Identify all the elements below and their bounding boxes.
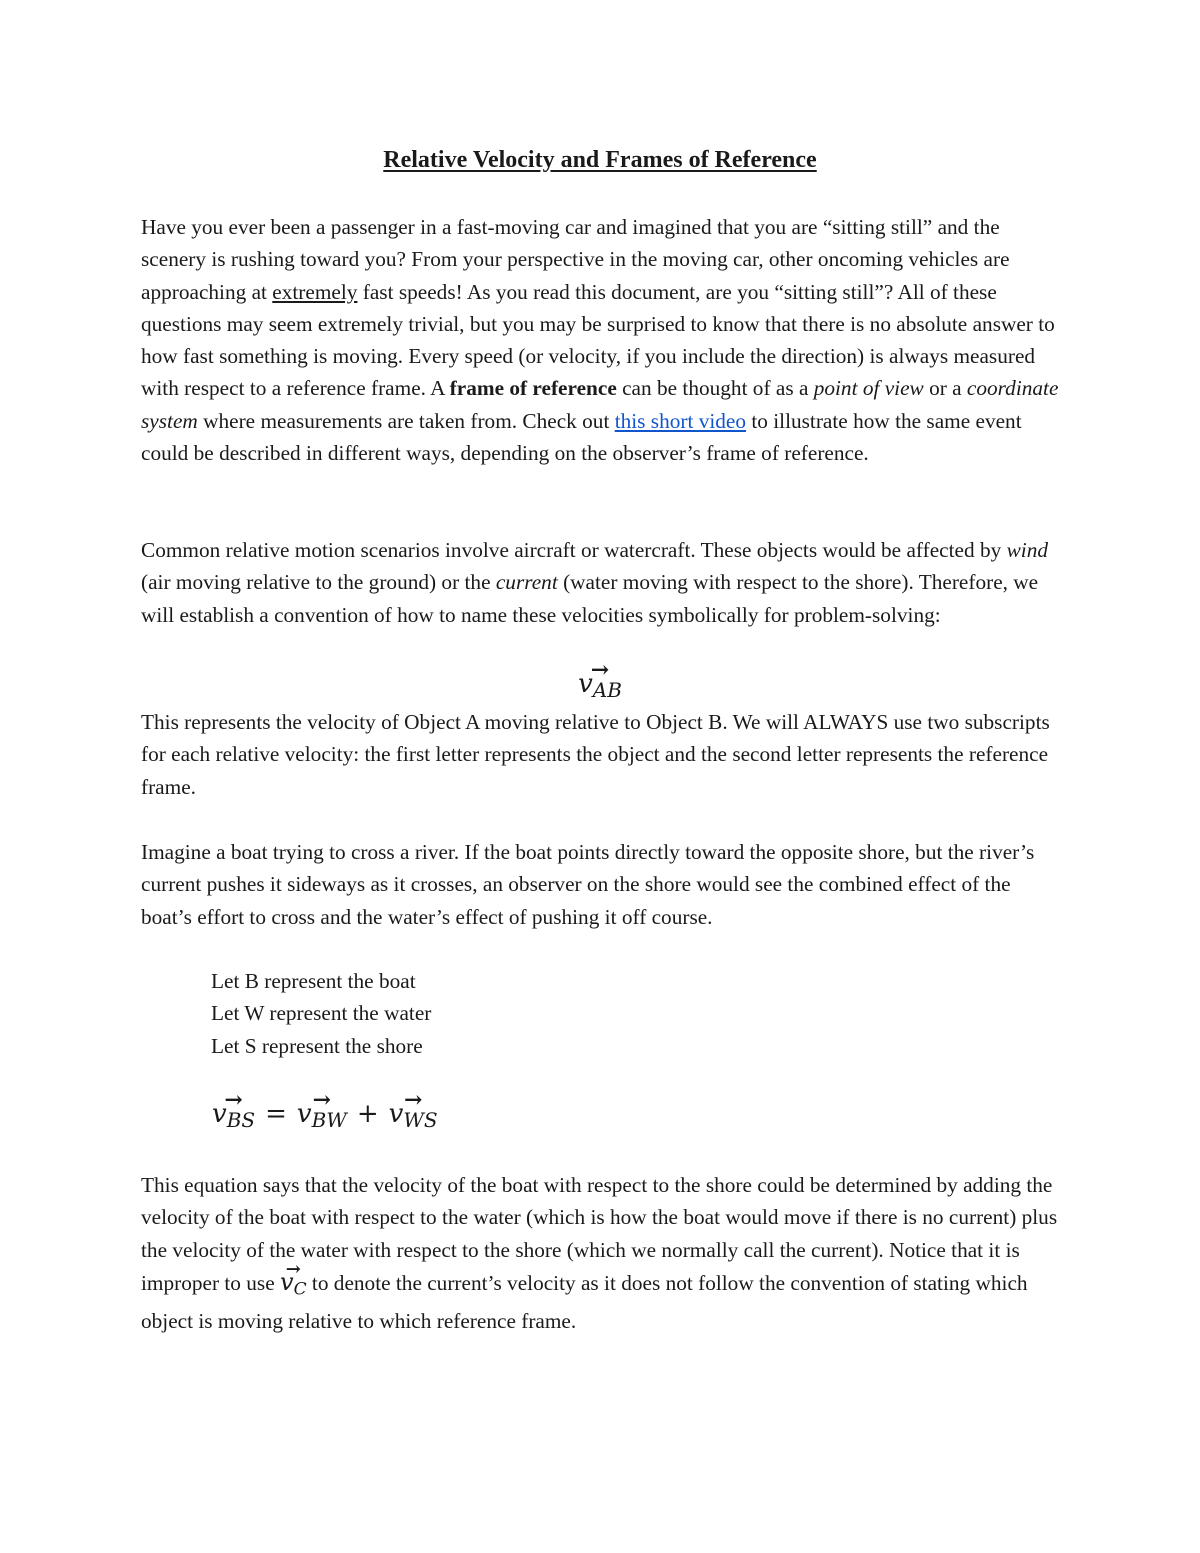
boat-scenario-paragraph: Imagine a boat trying to cross a river. If the boat points directly toward the opposite shore, but the river’s current pushes it sideways as it crosses, an observer on the shore would see the combined effect of the boat’s effort to cross and the water’s effect of pushing it off course. — [141, 840, 1035, 929]
vector-arrow-icon: → — [590, 657, 610, 683]
short-video-link[interactable]: this short video — [614, 408, 747, 433]
vector-v-ws: → $v_{WS}$ — [389, 1094, 438, 1140]
equation-velocity-addition — [212, 1087, 438, 1140]
list-item: Let B represent the boat — [211, 969, 416, 993]
list-item: Let W represent the water — [211, 1001, 432, 1026]
vector-arrow-icon: → — [312, 1087, 332, 1113]
equation-explanation-paragraph: This equation says that the velocity of the boat with respect to the shore could be determined by adding the velocity of the boat with respect to the water (which is how the boat would move if there is no current) plus the velocity of the water with respect to the shore (which we normally call the current). Notice that it is improper to use → $v_C$ to denote the current’s velocity as it does not follow the convention of stating which object is moving relative to which reference frame. — [141, 1173, 1058, 1334]
emphasis-extremely: extremely — [272, 279, 358, 304]
intro-paragraph: Have you ever been a passenger in a fast-moving car and imagined that you are “sitting still” and the scenery is rushing toward you? From your perspective in the moving car, other oncoming vehicles are approaching at extremely fast speeds! As you read this document, are you “sitting still”? All of these questions may seem extremely trivial, but you may be surprised to know that there is no absolute answer to how fast something is moving. Every speed (or velocity, if you include the direction) is always measured with respect to a reference frame. A frame of reference can be thought of as a point of view or a coordinate system where measurements are taken from. Check out this short video to illustrate how the same event could be described in different ways, depending on the observer’s frame of reference. — [141, 215, 1059, 466]
vector-v-ab: → $v_{AB}$ — [578, 666, 622, 708]
term-current: current — [495, 570, 558, 595]
vector-v-c: → $v_C$ — [280, 1266, 307, 1306]
equals-sign: = — [265, 1099, 287, 1129]
term-coordinate-system: coordinate system — [141, 376, 1059, 433]
scenarios-paragraph: Common relative motion scenarios involve aircraft or watercraft. These objects would be affected by wind (air moving relative to the ground) or the current (water moving with respect to the shore). Therefore, we will establish a convention of how to name these velocities symbolically for problem-solving: — [141, 538, 1048, 627]
variable-definitions — [211, 965, 431, 1062]
vector-arrow-icon: → — [403, 1087, 423, 1113]
subscript-explanation-paragraph: This represents the velocity of Object A moving relative to Object B. We will ALWAYS use two subscripts for each relative velocity: the first letter represents the object and the second letter represents the reference frame. — [141, 710, 1050, 799]
vector-v-bw: → $v_{BW}$ — [297, 1094, 347, 1140]
vector-v-bs: → $v_{BS}$ — [212, 1094, 255, 1140]
plus-sign: + — [356, 1099, 379, 1129]
term-point-of-view: point of view — [813, 376, 924, 401]
term-wind: wind — [1006, 538, 1048, 562]
equation-v-ab — [0, 657, 1200, 708]
vector-arrow-icon: → — [285, 1258, 301, 1280]
page-title: Relative Velocity and Frames of Reference — [383, 147, 817, 173]
term-frame-of-reference: frame of reference — [449, 376, 617, 401]
vector-arrow-icon: → — [224, 1087, 243, 1113]
list-item: Let S represent the shore — [211, 1033, 423, 1058]
